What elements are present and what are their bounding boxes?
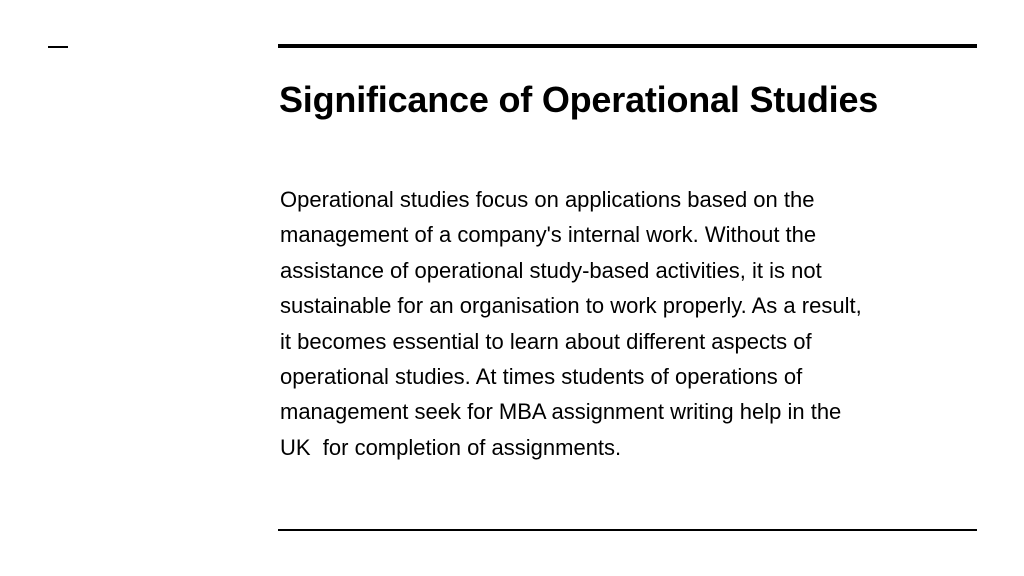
bottom-rule-divider [278,529,977,531]
slide-body-paragraph [280,182,980,465]
body-line: management seek for MBA assignment writing help in the [280,399,842,425]
body-line: sustainable for an organisation to work properly. As a result, [280,293,862,319]
body-line: assistance of operational study-based activities, it is not [280,257,822,283]
body-line: it becomes essential to learn about different aspects of [280,328,812,354]
body-line: UK for completion of assignments. [280,434,622,460]
slide-title: Significance of Operational Studies [279,79,879,120]
body-line: management of a company's internal work. Without the [280,222,817,248]
body-line: operational studies. At times students of operations of [280,364,803,390]
corner-dash-decoration [48,46,68,48]
top-rule-divider [278,44,977,48]
body-line: Operational studies focus on applications based on the [280,187,815,212]
